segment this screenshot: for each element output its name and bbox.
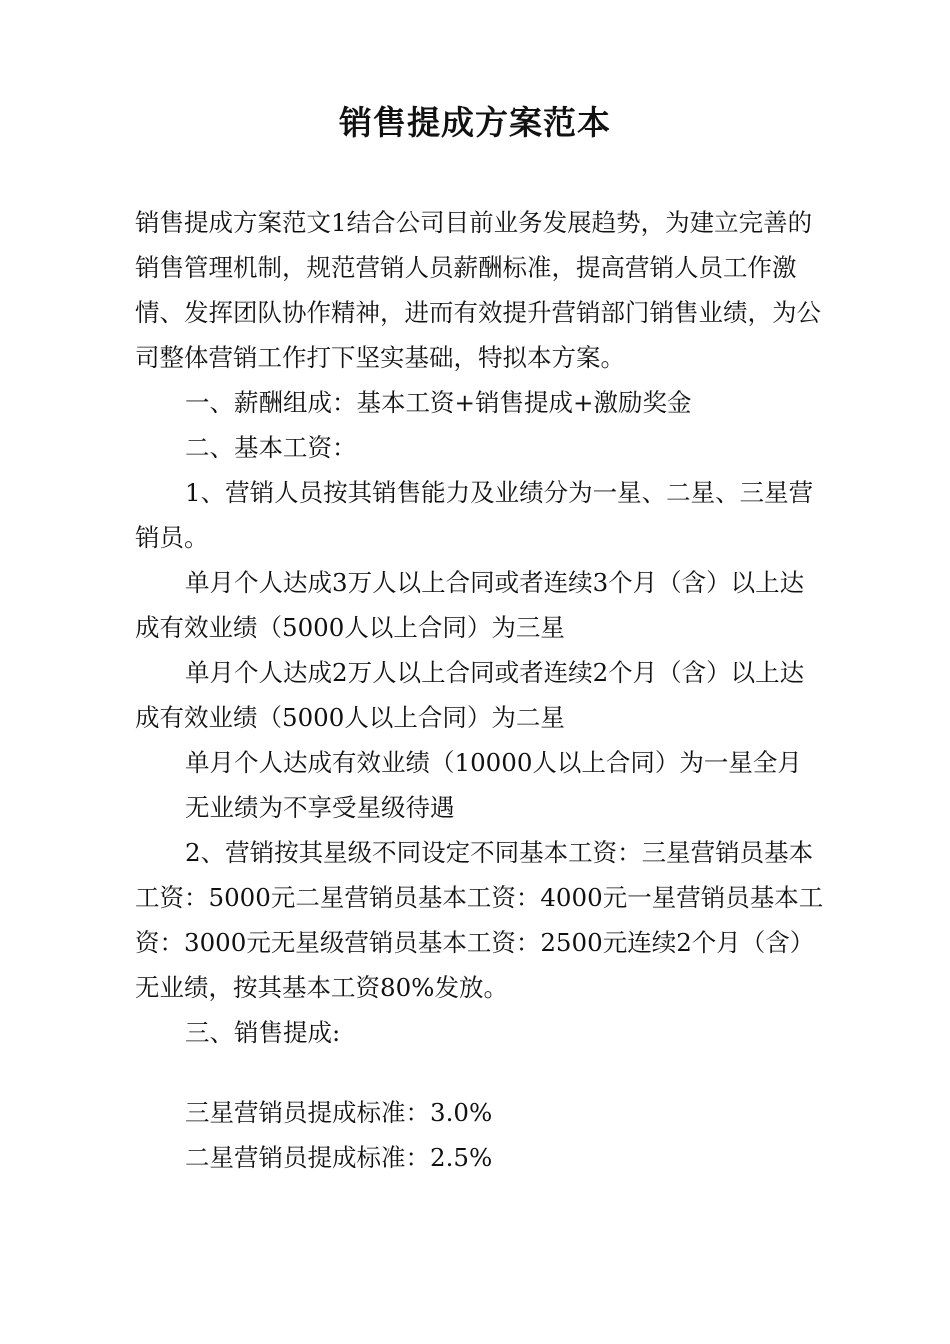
document-title: 销售提成方案范本 (339, 103, 611, 142)
two-star-criteria: 单月个人达成2万人以上合同或者连续2个月（含）以上达成有效业绩（5000人以上合同）为二星 (135, 658, 805, 732)
star-level-paragraph: 1、营销人员按其销售能力及业绩分为一星、二星、三星营销员。 (135, 478, 814, 552)
two-star-commission-rate: 二星营销员提成标准：2.5% (185, 1143, 493, 1172)
intro-paragraph: 销售提成方案范文1结合公司目前业务发展趋势，为建立完善的销售管理机制，规范营销人员薪酬标准，提高营销人员工作激情、发挥团队协作精神，进而有效提升营销部门销售业绩，为公司整体营销工作打下坚实基础，特拟本方案。 (135, 208, 821, 372)
section-heading-base-salary: 二、基本工资： (185, 433, 357, 462)
document-body (135, 200, 825, 1180)
section-heading-salary-composition: 一、薪酬组成：基本工资+销售提成+激励奖金 (185, 388, 692, 417)
base-salary-levels: 2、营销按其星级不同设定不同基本工资：三星营销员基本工资：5000元二星营销员基本工资：4000元一星营销员基本工资：3000元无星级营销员基本工资：2500元连续2个月（含）无业绩，按其基本工资80%发放。 (135, 838, 824, 1002)
three-star-commission-rate: 三星营销员提成标准：3.0% (185, 1098, 493, 1127)
section-heading-commission: 三、销售提成: (185, 1018, 341, 1047)
three-star-criteria: 单月个人达成3万人以上合同或者连续3个月（含）以上达成有效业绩（5000人以上合同）为三星 (135, 568, 805, 642)
one-star-criteria: 单月个人达成有效业绩（10000人以上合同）为一星全月无业绩为不享受星级待遇 (185, 748, 802, 822)
